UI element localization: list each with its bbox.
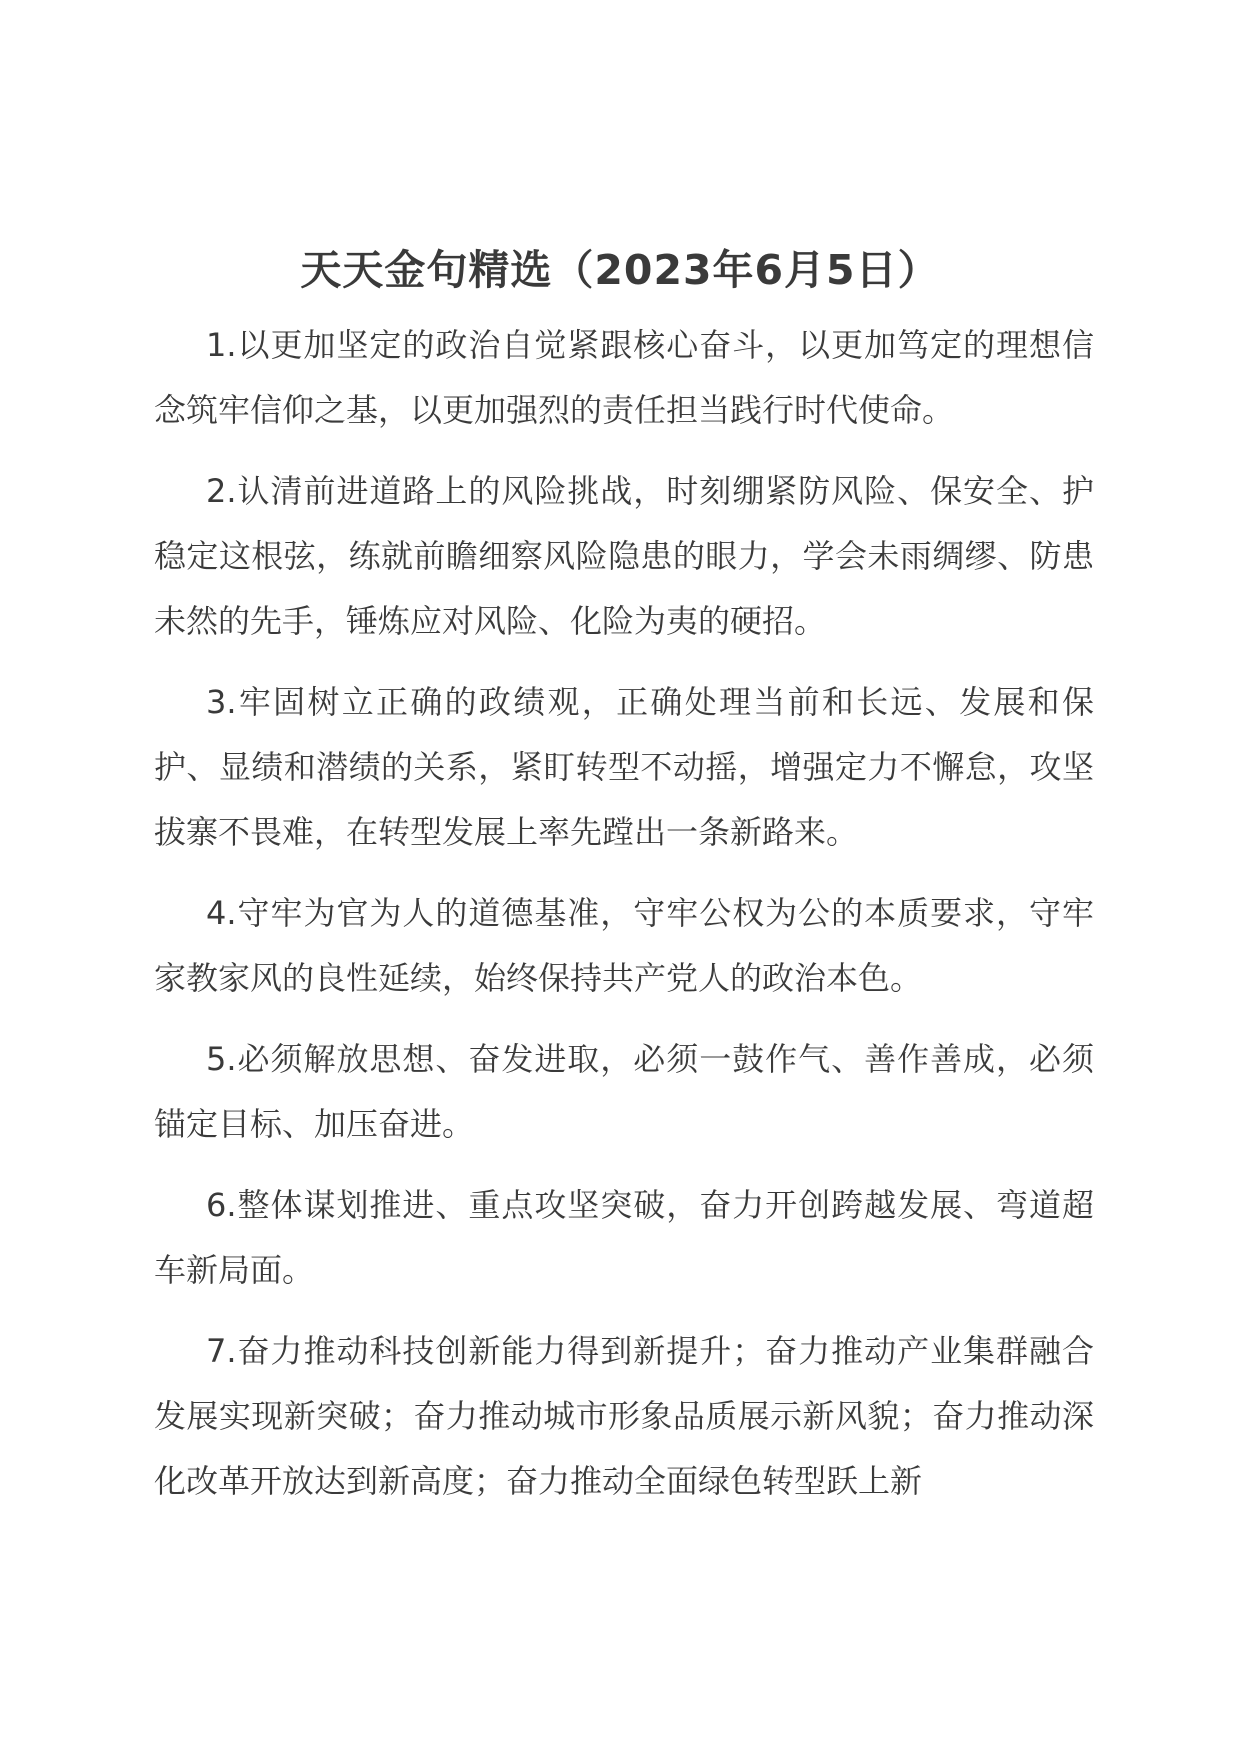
document-title: 天天金句精选（2023年6月5日） xyxy=(300,246,940,294)
paragraph-4: 4.守牢为官为人的道德基准，守牢公权为公的本质要求，守牢家教家风的良性延续，始终保持共产党人的政治本色。 xyxy=(154,894,1094,997)
paragraph-1: 1.以更加坚定的政治自觉紧跟核心奋斗，以更加笃定的理想信念筑牢信仰之基，以更加强烈的责任担当践行时代使命。 xyxy=(154,326,1094,429)
paragraph-5: 5.必须解放思想、奋发进取，必须一鼓作气、善作善成，必须锚定目标、加压奋进。 xyxy=(154,1040,1094,1143)
document-body xyxy=(154,313,1094,1530)
paragraph-7: 7.奋力推动科技创新能力得到新提升；奋力推动产业集群融合发展实现新突破；奋力推动城市形象品质展示新风貌；奋力推动深化改革开放达到新高度；奋力推动全面绿色转型跃上新 xyxy=(154,1332,1094,1500)
paragraph-6: 6.整体谋划推进、重点攻坚突破，奋力开创跨越发展、弯道超车新局面。 xyxy=(154,1186,1094,1289)
paragraph-2: 2.认清前进道路上的风险挑战，时刻绷紧防风险、保安全、护稳定这根弦，练就前瞻细察风险隐患的眼力，学会未雨绸缪、防患未然的先手，锤炼应对风险、化险为夷的硬招。 xyxy=(154,472,1094,640)
paragraph-3: 3.牢固树立正确的政绩观，正确处理当前和长远、发展和保护、显绩和潜绩的关系，紧盯转型不动摇，增强定力不懈怠，攻坚拔寨不畏难，在转型发展上率先蹚出一条新路来。 xyxy=(154,683,1094,851)
